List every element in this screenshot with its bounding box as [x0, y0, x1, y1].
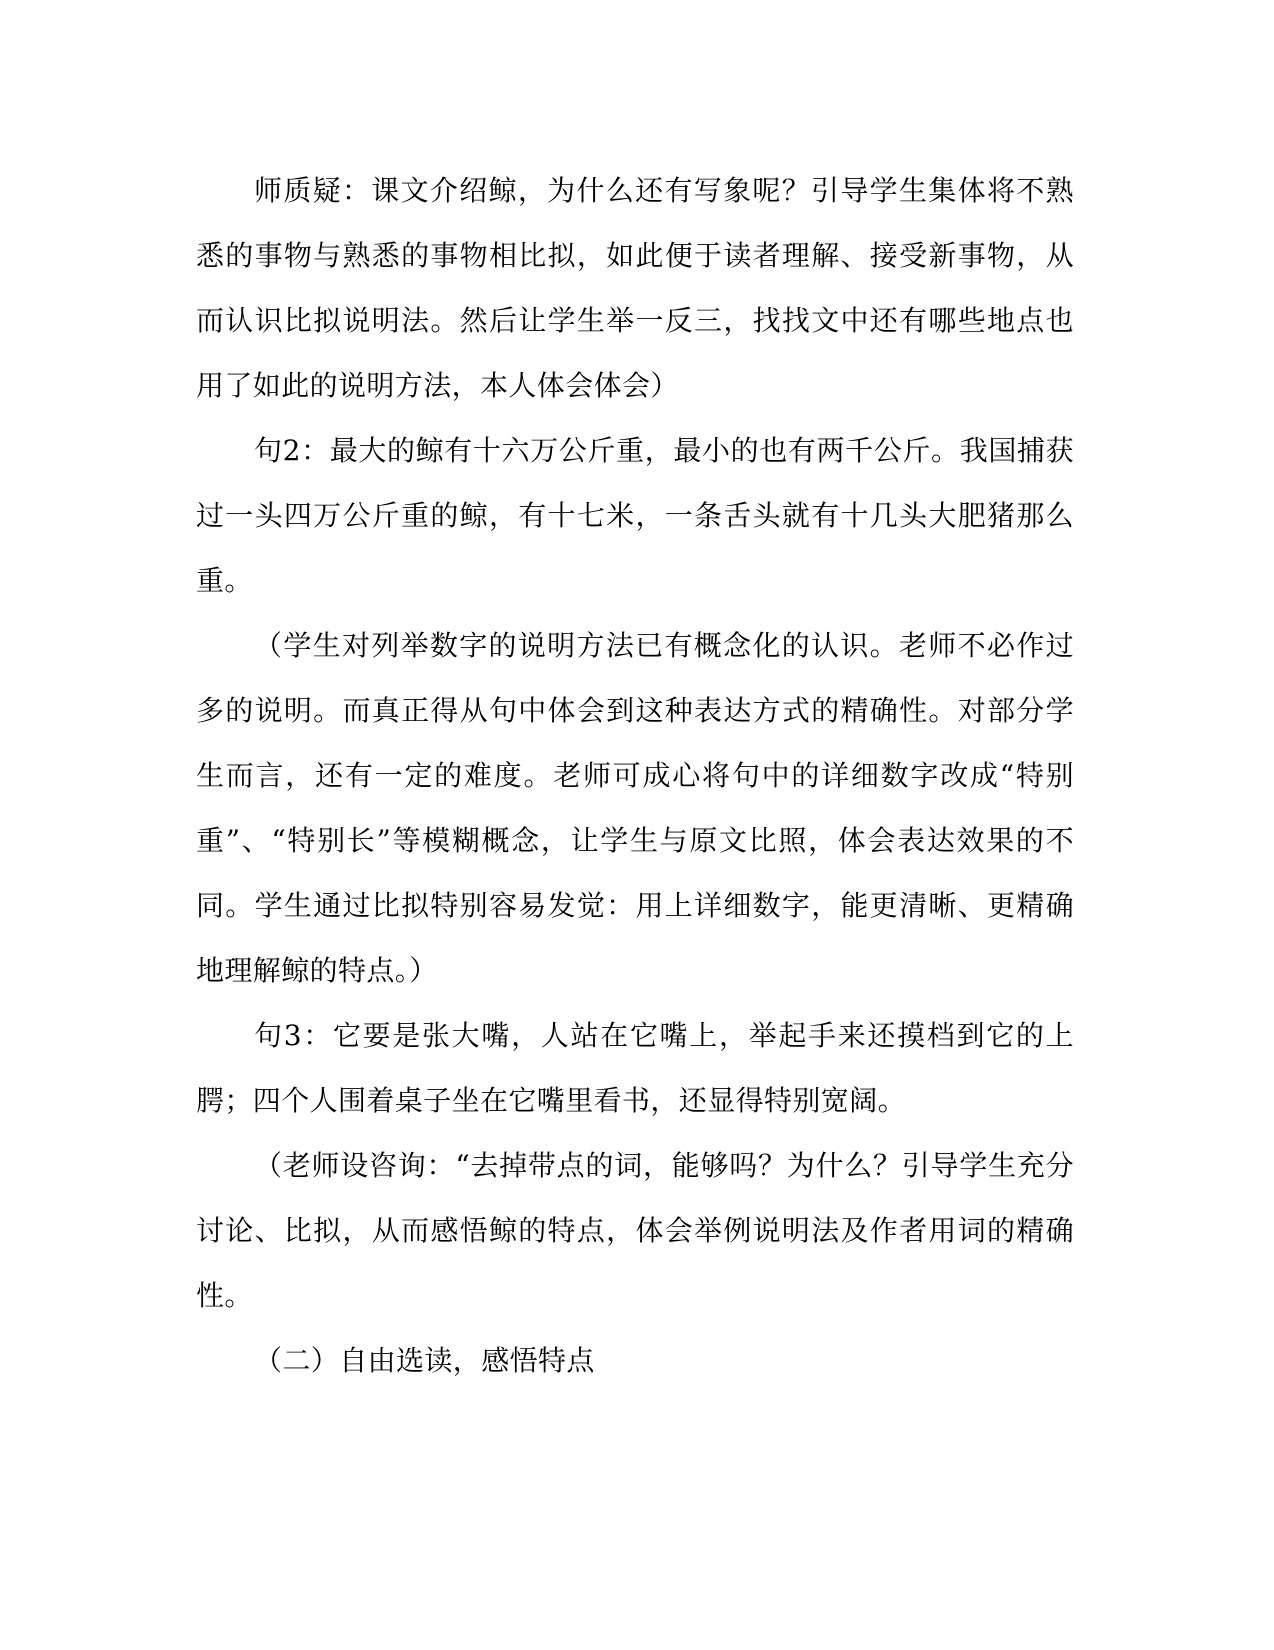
document-body	[196, 158, 1074, 1393]
paragraph-sentence-2: 句2：最大的鲸有十六万公斤重，最小的也有两千公斤。我国捕获过一头四万公斤重的鲸，有十七米，一条舌头就有十几头大肥猪那么重。	[196, 434, 1074, 597]
paragraph-teacher-discussion: （老师设咨询：“去掉带点的词，能够吗？为什么？引导学生充分讨论、比拟，从而感悟鲸的特点，体会举例说明法及作者用词的精确性。	[196, 1149, 1074, 1312]
section-heading-free-reading: （二）自由选读，感悟特点	[254, 1344, 595, 1377]
paragraph-numbers-explanation: （学生对列举数字的说明方法已有概念化的认识。老师不必作过多的说明。而真正得从句中体会到这种表达方式的精确性。对部分学生而言，还有一定的难度。老师可成心将句中的详细数字改成“特别重”、“特别长”等模糊概念，让学生与原文比照，体会表达效果的不同。学生通过比拟特别容易发觉：用上详细数字，能更清晰、更精确地理解鲸的特点。）	[196, 629, 1074, 987]
paragraph-teacher-question: 师质疑：课文介绍鲸，为什么还有写象呢？引导学生集体将不熟悉的事物与熟悉的事物相比拟，如此便于读者理解、接受新事物，从而认识比拟说明法。然后让学生举一反三，找找文中还有哪些地点也用了如此的说明方法，本人体会体会）	[196, 174, 1074, 402]
paragraph-sentence-3: 句3：它要是张大嘴，人站在它嘴上，举起手来还摸档到它的上腭；四个人围着桌子坐在它嘴里看书，还显得特别宽阔。	[196, 1019, 1074, 1117]
